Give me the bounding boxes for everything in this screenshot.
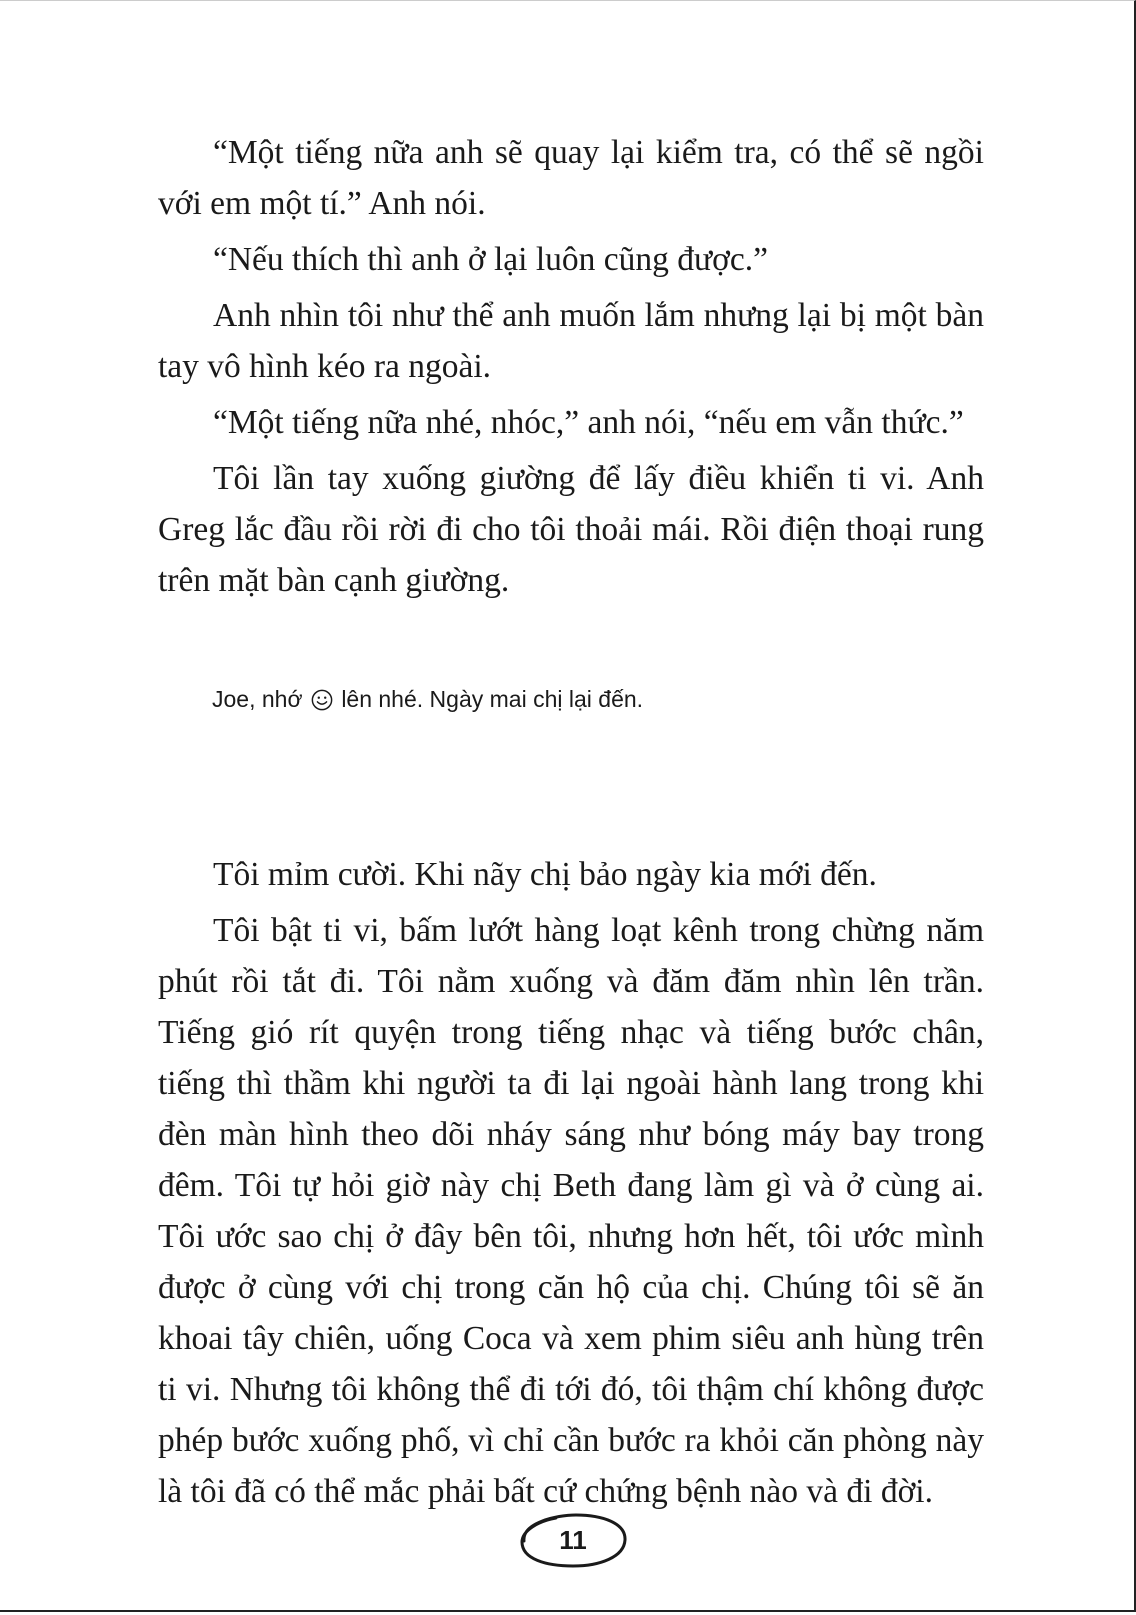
paragraph: Tôi lần tay xuống giường để lấy điều khiển ti vi. Anh Greg lắc đầu rồi rời đi cho tôi thoải mái. Rồi điện thoại rung trên mặt bàn cạnh giường. (158, 460, 984, 599)
paragraph: Tôi bật ti vi, bấm lướt hàng loạt kênh trong chừng năm phút rồi tắt đi. Tôi nằm xuống và đăm đăm nhìn lên trần. Tiếng gió rít quyện trong tiếng nhạc và tiếng bước chân, tiếng thì thầm khi người ta đi lại ngoài hành lang trong khi đèn màn hình theo dõi nháy sáng như bóng máy bay trong đêm. Tôi tự hỏi giờ này chị Beth đang làm gì và ở cùng ai. Tôi ước sao chị ở đây bên tôi, nhưng hơn hết, tôi ước mình được ở cùng với chị trong căn hộ của chị. Chúng tôi sẽ ăn khoai tây chiên, uống Coca và xem phim siêu anh hùng trên ti vi. Nhưng tôi không thể đi tới đó, tôi thậm chí không được phép bước xuống phố, vì chỉ cần bước ra khỏi căn phòng này là tôi đã có thể mắc phải bất cứ chứng bệnh nào và đi đời. (158, 912, 984, 1510)
message-text-end: lên nhé. Ngày mai chị lại đến. (341, 686, 644, 712)
text-block-top (158, 127, 984, 611)
text-block-bottom (158, 849, 984, 1522)
smiley-icon (311, 689, 333, 711)
paragraph: Tôi mỉm cười. Khi nãy chị bảo ngày kia mới đến. (213, 856, 877, 893)
text-message (212, 679, 643, 719)
page-number: 11 (559, 1525, 587, 1555)
paragraph: Anh nhìn tôi như thể anh muốn lắm nhưng lại bị một bàn tay vô hình kéo ra ngoài. (158, 297, 984, 385)
paragraph: “Một tiếng nữa anh sẽ quay lại kiểm tra, có thể sẽ ngồi với em một tí.” Anh nói. (158, 134, 984, 222)
paragraph: “Một tiếng nữa nhé, nhóc,” anh nói, “nếu em vẫn thức.” (213, 404, 964, 441)
message-text-start: Joe, nhớ (212, 686, 303, 712)
paragraph: “Nếu thích thì anh ở lại luôn cũng được.” (213, 241, 769, 278)
